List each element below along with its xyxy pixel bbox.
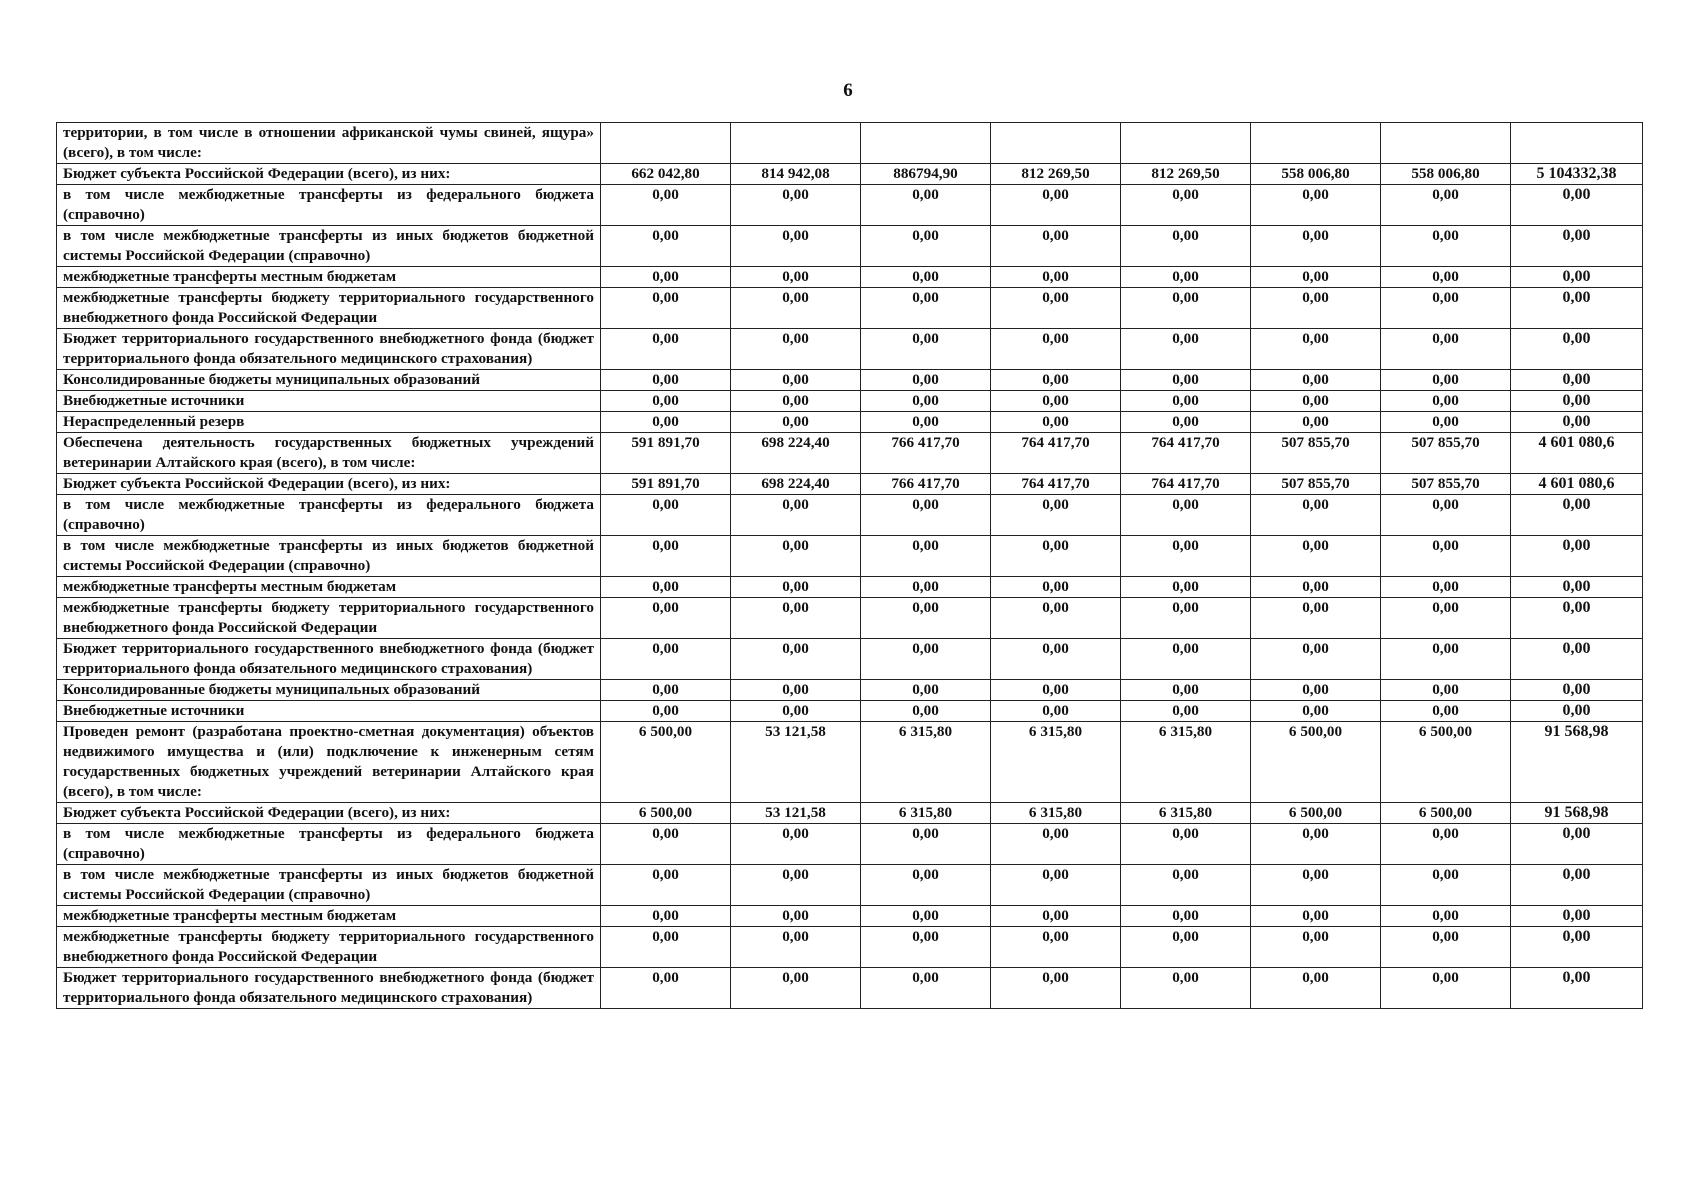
value-cell: 0,00 [991, 495, 1121, 536]
value-cell: 507 855,70 [1251, 474, 1381, 495]
value-cell: 591 891,70 [601, 433, 731, 474]
value-cell: 0,00 [1121, 391, 1251, 412]
value-cell: 0,00 [601, 391, 731, 412]
value-cell: 0,00 [1251, 701, 1381, 722]
row-label: межбюджетные трансферты местным бюджетам [57, 577, 601, 598]
value-cell: 0,00 [1381, 906, 1511, 927]
value-cell: 0,00 [991, 288, 1121, 329]
value-cell: 0,00 [1251, 536, 1381, 577]
value-cell: 766 417,70 [861, 433, 991, 474]
value-cell: 6 315,80 [1121, 722, 1251, 803]
value-cell: 766 417,70 [861, 474, 991, 495]
value-cell: 0,00 [1251, 329, 1381, 370]
row-label: Бюджет субъекта Российской Федерации (всего), из них: [57, 803, 601, 824]
value-cell: 0,00 [861, 906, 991, 927]
total-cell: 0,00 [1511, 412, 1643, 433]
value-cell: 0,00 [1121, 968, 1251, 1009]
value-cell: 0,00 [861, 185, 991, 226]
value-cell: 0,00 [731, 226, 861, 267]
value-cell: 0,00 [1121, 329, 1251, 370]
value-cell: 0,00 [1121, 906, 1251, 927]
value-cell: 0,00 [1251, 288, 1381, 329]
row-label: межбюджетные трансферты бюджету территориального государственного внебюджетного фонда Российской Федерации [57, 288, 601, 329]
value-cell: 6 500,00 [601, 803, 731, 824]
value-cell: 0,00 [1381, 639, 1511, 680]
value-cell: 0,00 [861, 391, 991, 412]
value-cell: 507 855,70 [1381, 474, 1511, 495]
total-cell: 0,00 [1511, 598, 1643, 639]
total-cell: 0,00 [1511, 370, 1643, 391]
value-cell: 0,00 [601, 226, 731, 267]
value-cell: 0,00 [601, 927, 731, 968]
value-cell: 0,00 [991, 598, 1121, 639]
value-cell: 0,00 [731, 495, 861, 536]
value-cell: 0,00 [1251, 370, 1381, 391]
value-cell: 812 269,50 [991, 164, 1121, 185]
table-row [57, 329, 1643, 370]
value-cell: 0,00 [1381, 391, 1511, 412]
row-label: Бюджет территориального государственного внебюджетного фонда (бюджет территориального фонда обязательного медицинского страхования) [57, 329, 601, 370]
value-cell [1121, 123, 1251, 164]
value-cell: 0,00 [1381, 412, 1511, 433]
table-row [57, 803, 1643, 824]
value-cell: 0,00 [1121, 701, 1251, 722]
value-cell: 764 417,70 [991, 433, 1121, 474]
value-cell: 6 500,00 [601, 722, 731, 803]
value-cell: 0,00 [1381, 536, 1511, 577]
value-cell: 0,00 [1381, 329, 1511, 370]
value-cell: 0,00 [991, 185, 1121, 226]
value-cell: 6 315,80 [991, 722, 1121, 803]
row-label: Бюджет субъекта Российской Федерации (всего), из них: [57, 474, 601, 495]
value-cell: 0,00 [1251, 968, 1381, 1009]
value-cell: 0,00 [1251, 824, 1381, 865]
value-cell: 0,00 [991, 968, 1121, 1009]
value-cell: 0,00 [1121, 536, 1251, 577]
value-cell: 558 006,80 [1381, 164, 1511, 185]
value-cell: 0,00 [991, 701, 1121, 722]
row-label: в том числе межбюджетные трансферты из иных бюджетов бюджетной системы Российской Федерации (справочно) [57, 536, 601, 577]
value-cell: 0,00 [1251, 680, 1381, 701]
value-cell: 0,00 [1121, 865, 1251, 906]
value-cell: 0,00 [1381, 495, 1511, 536]
table-row [57, 185, 1643, 226]
value-cell: 0,00 [731, 185, 861, 226]
value-cell: 0,00 [861, 865, 991, 906]
value-cell: 0,00 [1381, 927, 1511, 968]
total-cell: 5 104332,38 [1511, 164, 1643, 185]
total-cell: 0,00 [1511, 329, 1643, 370]
total-cell: 0,00 [1511, 185, 1643, 226]
table-row [57, 906, 1643, 927]
value-cell: 0,00 [861, 267, 991, 288]
value-cell: 0,00 [861, 577, 991, 598]
value-cell: 0,00 [861, 226, 991, 267]
value-cell: 0,00 [991, 329, 1121, 370]
value-cell: 0,00 [601, 185, 731, 226]
value-cell: 0,00 [1121, 495, 1251, 536]
value-cell: 0,00 [731, 824, 861, 865]
table-row [57, 370, 1643, 391]
value-cell: 0,00 [1381, 598, 1511, 639]
value-cell: 0,00 [601, 267, 731, 288]
value-cell [601, 123, 731, 164]
value-cell: 0,00 [861, 288, 991, 329]
row-label: Внебюджетные источники [57, 701, 601, 722]
total-cell: 4 601 080,6 [1511, 474, 1643, 495]
value-cell: 0,00 [601, 329, 731, 370]
value-cell: 0,00 [1381, 680, 1511, 701]
value-cell: 0,00 [731, 906, 861, 927]
value-cell: 0,00 [1121, 577, 1251, 598]
value-cell: 0,00 [861, 329, 991, 370]
value-cell: 6 315,80 [1121, 803, 1251, 824]
value-cell: 0,00 [601, 577, 731, 598]
value-cell: 0,00 [601, 968, 731, 1009]
value-cell: 662 042,80 [601, 164, 731, 185]
value-cell: 0,00 [1381, 185, 1511, 226]
value-cell: 0,00 [1251, 577, 1381, 598]
page-number: 6 [843, 80, 853, 101]
row-label: Нераспределенный резерв [57, 412, 601, 433]
value-cell: 0,00 [601, 906, 731, 927]
total-cell: 0,00 [1511, 968, 1643, 1009]
value-cell: 0,00 [601, 680, 731, 701]
table-body [57, 123, 1643, 1009]
value-cell: 6 500,00 [1381, 803, 1511, 824]
total-cell: 0,00 [1511, 226, 1643, 267]
value-cell: 0,00 [1381, 701, 1511, 722]
value-cell: 0,00 [861, 598, 991, 639]
value-cell: 53 121,58 [731, 722, 861, 803]
value-cell: 814 942,08 [731, 164, 861, 185]
value-cell: 558 006,80 [1251, 164, 1381, 185]
value-cell: 764 417,70 [991, 474, 1121, 495]
table-row [57, 267, 1643, 288]
value-cell: 0,00 [861, 639, 991, 680]
total-cell: 0,00 [1511, 639, 1643, 680]
value-cell: 0,00 [731, 701, 861, 722]
value-cell: 0,00 [1381, 865, 1511, 906]
value-cell: 0,00 [861, 701, 991, 722]
value-cell: 0,00 [1251, 639, 1381, 680]
value-cell: 0,00 [731, 927, 861, 968]
value-cell: 0,00 [1381, 288, 1511, 329]
value-cell: 0,00 [1251, 391, 1381, 412]
total-cell: 0,00 [1511, 288, 1643, 329]
row-label: в том числе межбюджетные трансферты из иных бюджетов бюджетной системы Российской Федерации (справочно) [57, 865, 601, 906]
row-label: Обеспечена деятельность государственных бюджетных учреждений ветеринарии Алтайского края (всего), в том числе: [57, 433, 601, 474]
table-row [57, 474, 1643, 495]
value-cell: 0,00 [1251, 927, 1381, 968]
value-cell: 0,00 [861, 927, 991, 968]
total-cell: 0,00 [1511, 906, 1643, 927]
value-cell [1251, 123, 1381, 164]
row-label: Консолидированные бюджеты муниципальных образований [57, 370, 601, 391]
value-cell: 0,00 [1121, 288, 1251, 329]
table-row [57, 536, 1643, 577]
value-cell: 0,00 [601, 536, 731, 577]
total-cell: 0,00 [1511, 824, 1643, 865]
value-cell: 0,00 [991, 226, 1121, 267]
total-cell: 0,00 [1511, 536, 1643, 577]
value-cell: 0,00 [1381, 226, 1511, 267]
table-row [57, 598, 1643, 639]
value-cell: 0,00 [601, 495, 731, 536]
value-cell: 0,00 [1121, 639, 1251, 680]
value-cell: 0,00 [731, 391, 861, 412]
total-cell: 0,00 [1511, 701, 1643, 722]
value-cell: 0,00 [861, 824, 991, 865]
table-row [57, 577, 1643, 598]
value-cell: 0,00 [991, 391, 1121, 412]
row-label: в том числе межбюджетные трансферты из федерального бюджета (справочно) [57, 495, 601, 536]
value-cell: 0,00 [991, 680, 1121, 701]
value-cell: 0,00 [731, 267, 861, 288]
row-label: Бюджет субъекта Российской Федерации (всего), из них: [57, 164, 601, 185]
budget-table [56, 122, 1643, 1009]
table-row [57, 412, 1643, 433]
value-cell: 0,00 [991, 906, 1121, 927]
value-cell: 591 891,70 [601, 474, 731, 495]
value-cell: 0,00 [861, 968, 991, 1009]
value-cell: 0,00 [1121, 267, 1251, 288]
row-label: межбюджетные трансферты местным бюджетам [57, 906, 601, 927]
value-cell: 0,00 [991, 927, 1121, 968]
value-cell: 0,00 [731, 288, 861, 329]
value-cell: 0,00 [991, 370, 1121, 391]
value-cell: 0,00 [991, 412, 1121, 433]
table-row [57, 927, 1643, 968]
value-cell: 0,00 [731, 968, 861, 1009]
value-cell: 0,00 [731, 536, 861, 577]
value-cell: 0,00 [1381, 370, 1511, 391]
row-label: Бюджет территориального государственного внебюджетного фонда (бюджет территориального фонда обязательного медицинского страхования) [57, 968, 601, 1009]
row-label: межбюджетные трансферты бюджету территориального государственного внебюджетного фонда Российской Федерации [57, 598, 601, 639]
table-row [57, 391, 1643, 412]
table-row [57, 680, 1643, 701]
value-cell: 0,00 [991, 865, 1121, 906]
table-row [57, 701, 1643, 722]
value-cell: 6 315,80 [861, 722, 991, 803]
value-cell: 0,00 [1251, 495, 1381, 536]
value-cell: 507 855,70 [1251, 433, 1381, 474]
table-row [57, 226, 1643, 267]
table-row [57, 164, 1643, 185]
value-cell: 6 315,80 [861, 803, 991, 824]
value-cell: 764 417,70 [1121, 474, 1251, 495]
table-row [57, 865, 1643, 906]
row-label: в том числе межбюджетные трансферты из иных бюджетов бюджетной системы Российской Федерации (справочно) [57, 226, 601, 267]
table-row [57, 495, 1643, 536]
row-label: межбюджетные трансферты бюджету территориального государственного внебюджетного фонда Российской Федерации [57, 927, 601, 968]
value-cell: 0,00 [1251, 598, 1381, 639]
value-cell: 0,00 [991, 824, 1121, 865]
value-cell: 812 269,50 [1121, 164, 1251, 185]
value-cell: 0,00 [1381, 824, 1511, 865]
value-cell: 0,00 [731, 865, 861, 906]
table-row [57, 968, 1643, 1009]
value-cell: 698 224,40 [731, 474, 861, 495]
table-row [57, 722, 1643, 803]
value-cell: 0,00 [1381, 577, 1511, 598]
total-cell: 4 601 080,6 [1511, 433, 1643, 474]
table-row [57, 123, 1643, 164]
value-cell: 0,00 [731, 680, 861, 701]
value-cell: 0,00 [861, 412, 991, 433]
value-cell [1381, 123, 1511, 164]
value-cell: 698 224,40 [731, 433, 861, 474]
value-cell: 6 500,00 [1381, 722, 1511, 803]
value-cell: 0,00 [731, 639, 861, 680]
value-cell: 0,00 [601, 288, 731, 329]
total-cell: 0,00 [1511, 680, 1643, 701]
table-row [57, 639, 1643, 680]
value-cell: 0,00 [1121, 927, 1251, 968]
value-cell: 0,00 [1121, 370, 1251, 391]
row-label: Проведен ремонт (разработана проектно-сметная документация) объектов недвижимого имущества и (или) подключение к инженерным сетям государственных бюджетных учреждений ветеринарии Алтайского края (всего), в том числе: [57, 722, 601, 803]
value-cell: 0,00 [991, 577, 1121, 598]
value-cell: 0,00 [601, 598, 731, 639]
value-cell: 0,00 [601, 639, 731, 680]
value-cell: 0,00 [601, 370, 731, 391]
value-cell: 0,00 [1121, 824, 1251, 865]
row-label: территории, в том числе в отношении африканской чумы свиней, ящура» (всего), в том числе: [57, 123, 601, 164]
row-label: Бюджет территориального государственного внебюджетного фонда (бюджет территориального фонда обязательного медицинского страхования) [57, 639, 601, 680]
value-cell: 0,00 [861, 536, 991, 577]
total-cell: 91 568,98 [1511, 803, 1643, 824]
total-cell: 0,00 [1511, 391, 1643, 412]
value-cell: 0,00 [1121, 598, 1251, 639]
value-cell: 0,00 [1251, 865, 1381, 906]
value-cell: 0,00 [1381, 267, 1511, 288]
value-cell: 6 315,80 [991, 803, 1121, 824]
value-cell: 6 500,00 [1251, 803, 1381, 824]
value-cell: 507 855,70 [1381, 433, 1511, 474]
value-cell: 0,00 [731, 370, 861, 391]
total-cell: 0,00 [1511, 577, 1643, 598]
value-cell [731, 123, 861, 164]
value-cell: 0,00 [1381, 968, 1511, 1009]
row-label: межбюджетные трансферты местным бюджетам [57, 267, 601, 288]
value-cell: 764 417,70 [1121, 433, 1251, 474]
value-cell: 0,00 [1251, 906, 1381, 927]
value-cell: 0,00 [1251, 267, 1381, 288]
value-cell: 0,00 [601, 824, 731, 865]
table-row [57, 824, 1643, 865]
value-cell: 0,00 [1251, 185, 1381, 226]
value-cell: 0,00 [861, 370, 991, 391]
value-cell: 0,00 [1121, 185, 1251, 226]
value-cell: 0,00 [731, 577, 861, 598]
table-row [57, 433, 1643, 474]
value-cell: 0,00 [731, 412, 861, 433]
value-cell [991, 123, 1121, 164]
value-cell: 0,00 [1251, 412, 1381, 433]
value-cell: 0,00 [731, 598, 861, 639]
value-cell: 0,00 [991, 267, 1121, 288]
value-cell: 0,00 [861, 495, 991, 536]
value-cell: 0,00 [601, 865, 731, 906]
total-cell: 0,00 [1511, 927, 1643, 968]
row-label: Внебюджетные источники [57, 391, 601, 412]
total-cell: 0,00 [1511, 495, 1643, 536]
value-cell: 6 500,00 [1251, 722, 1381, 803]
value-cell: 0,00 [731, 329, 861, 370]
value-cell: 0,00 [1251, 226, 1381, 267]
total-cell: 0,00 [1511, 267, 1643, 288]
value-cell: 0,00 [991, 536, 1121, 577]
value-cell: 0,00 [1121, 680, 1251, 701]
row-label: Консолидированные бюджеты муниципальных образований [57, 680, 601, 701]
value-cell: 886794,90 [861, 164, 991, 185]
row-label: в том числе межбюджетные трансферты из федерального бюджета (справочно) [57, 824, 601, 865]
value-cell: 53 121,58 [731, 803, 861, 824]
value-cell: 0,00 [1121, 226, 1251, 267]
value-cell: 0,00 [1121, 412, 1251, 433]
value-cell: 0,00 [601, 412, 731, 433]
row-label: в том числе межбюджетные трансферты из федерального бюджета (справочно) [57, 185, 601, 226]
total-cell: 91 568,98 [1511, 722, 1643, 803]
value-cell: 0,00 [991, 639, 1121, 680]
value-cell: 0,00 [601, 701, 731, 722]
value-cell [861, 123, 991, 164]
total-cell: 0,00 [1511, 865, 1643, 906]
total-cell [1511, 123, 1643, 164]
table-row [57, 288, 1643, 329]
value-cell: 0,00 [861, 680, 991, 701]
